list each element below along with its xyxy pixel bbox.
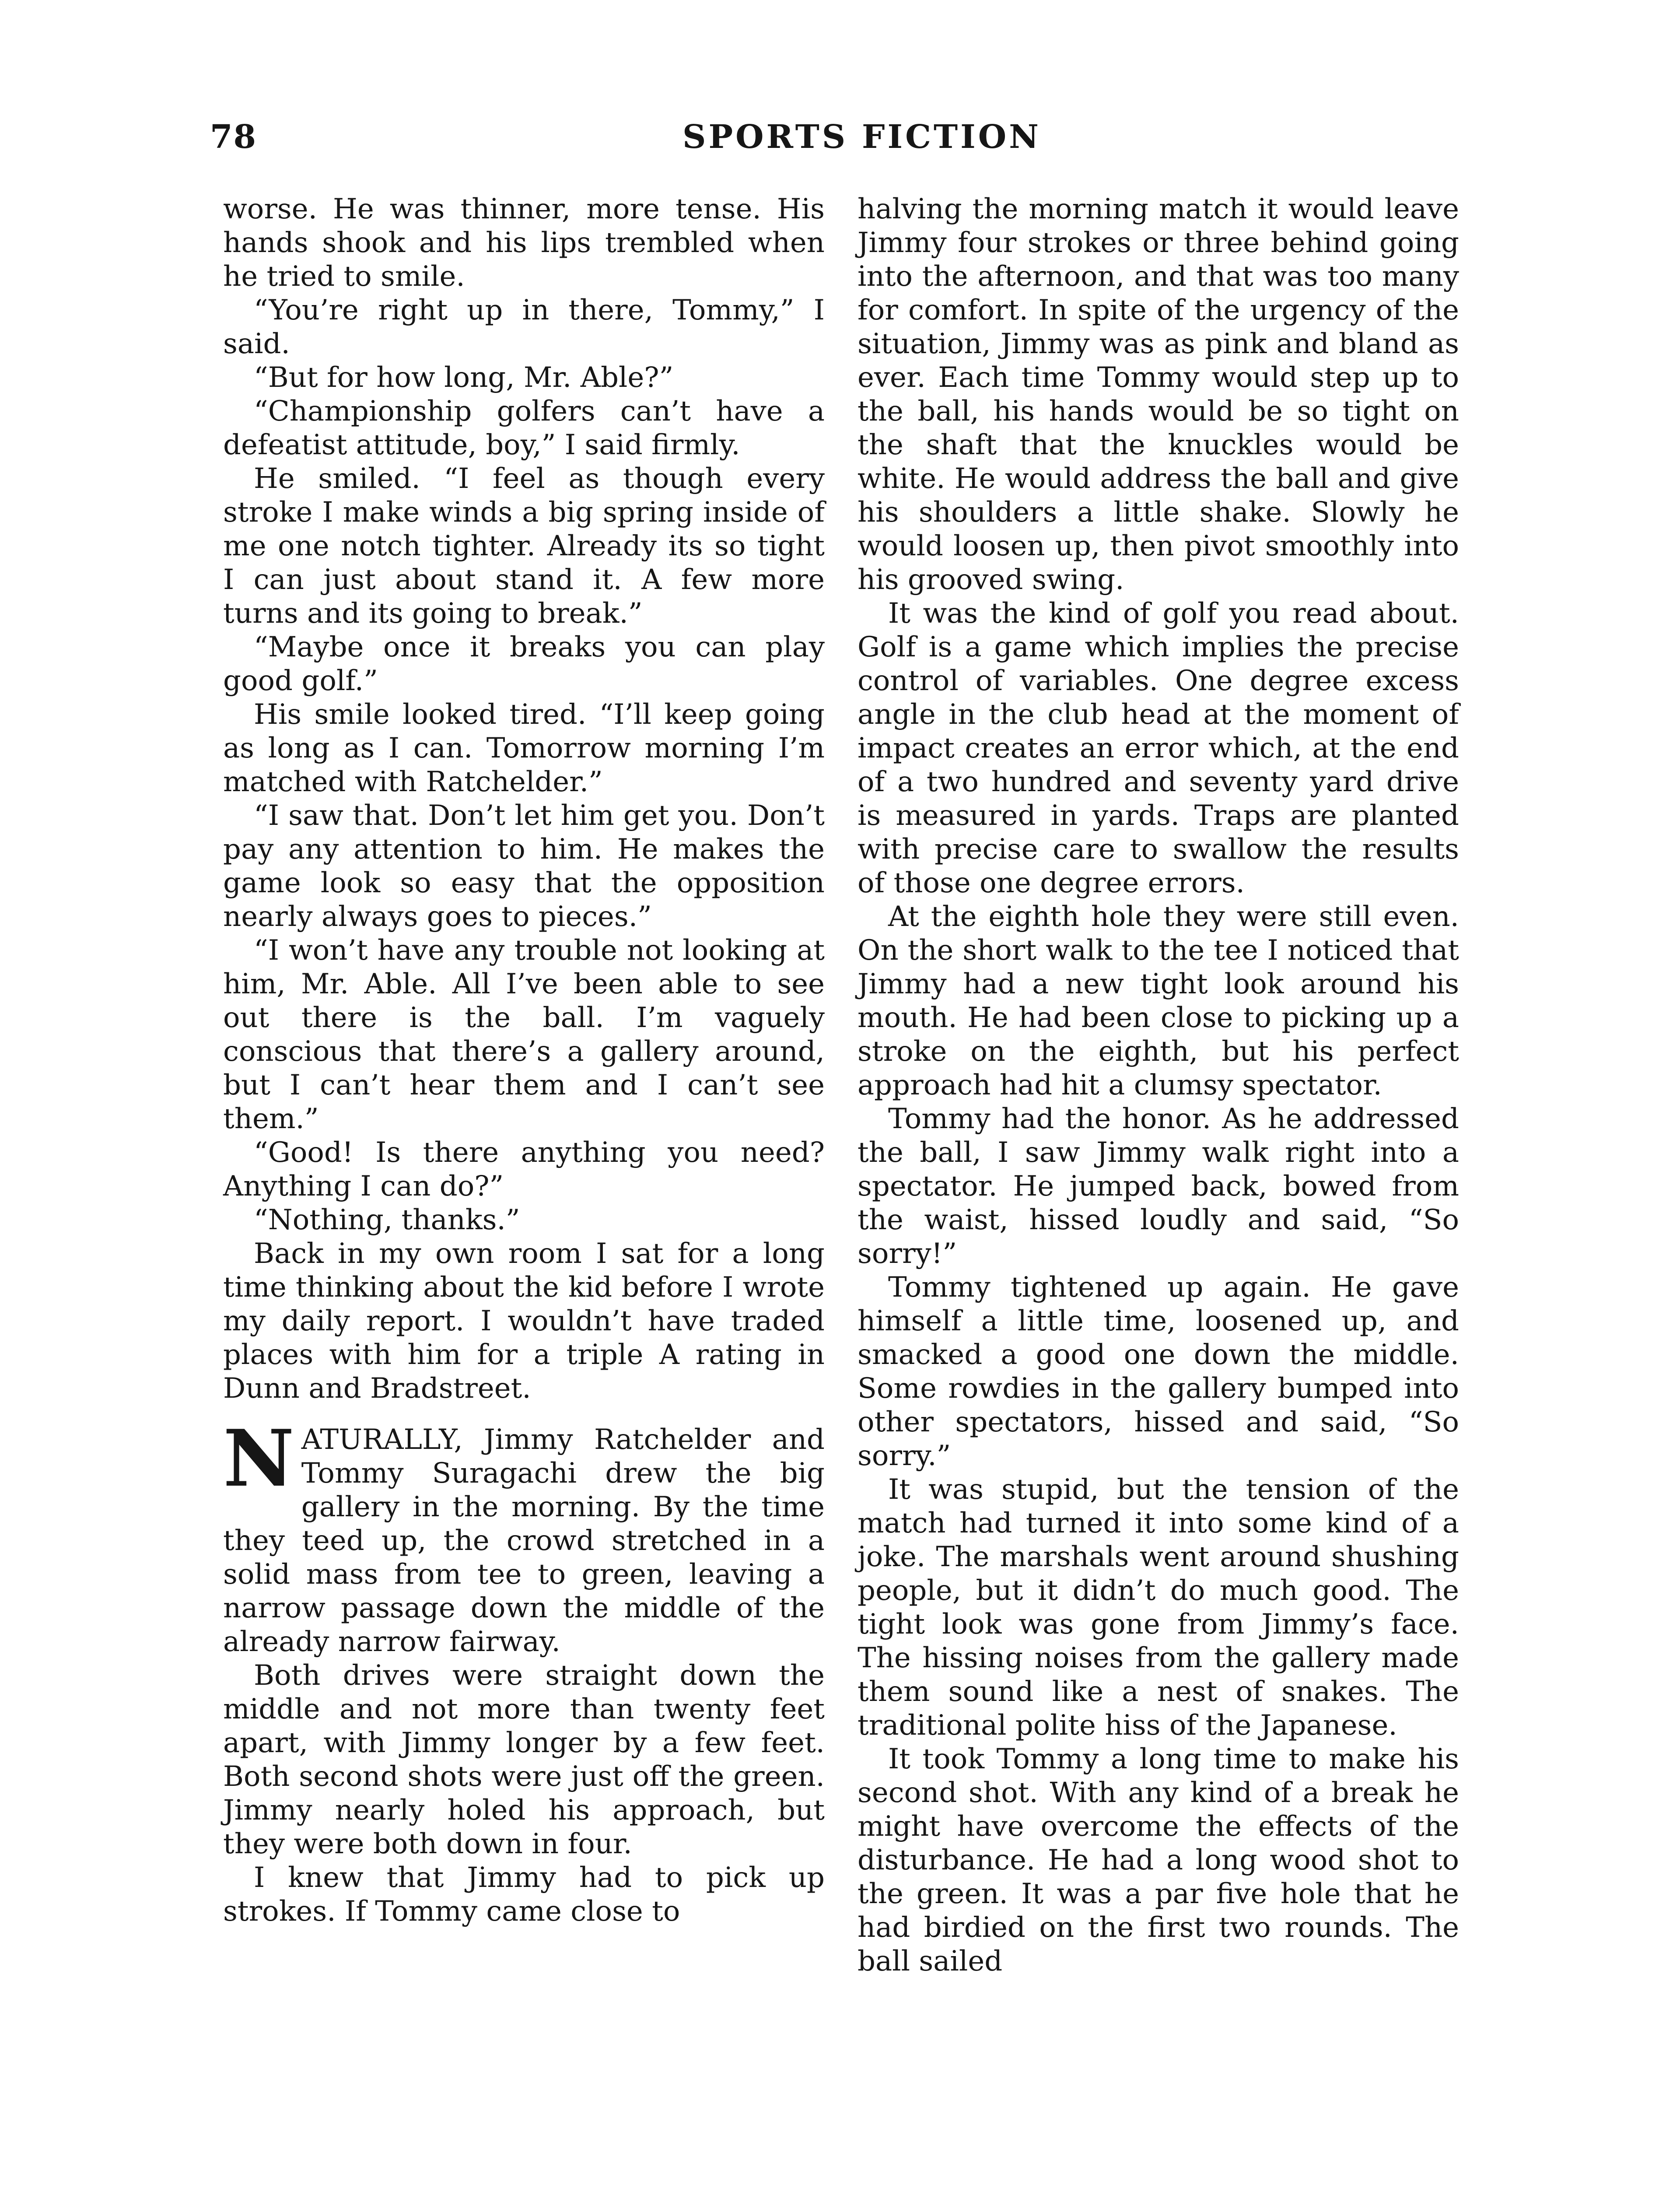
- drop-cap: N: [223, 1413, 294, 1504]
- paragraph: “Nothing, thanks.”: [254, 1204, 520, 1236]
- paragraph: “Good! Is there anything you need? Anything I can do?”: [223, 1136, 825, 1203]
- paragraph: “I won’t have any trouble not looking at him, Mr. Able. All I’ve been able to see out there is the ball. I’m vaguely conscious that there’s a gallery around, but I can’t hear them and I can’t see them.”: [223, 934, 825, 1135]
- right-column: [858, 193, 1459, 1978]
- paragraph: Both drives were straight down the middle and not more than twenty feet apart, with Jimmy longer by a few feet. Both second shots were just off the green. Jimmy nearly holed his approach, but they were both down in four.: [223, 1659, 825, 1860]
- paragraph: Tommy had the honor. As he addressed the ball, I saw Jimmy walk right into a spectator. He jumped back, bowed from the waist, hissed loudly and said, “So sorry!”: [858, 1103, 1459, 1270]
- paragraph: “Championship golfers can’t have a defeatist attitude, boy,” I said firmly.: [223, 395, 825, 461]
- page-number: 78: [210, 118, 257, 156]
- running-title: SPORTS FICTION: [682, 118, 1041, 156]
- paragraph: At the eighth hole they were still even. On the short walk to the tee I noticed that Jimmy had a new tight look around his mouth. He had been close to picking up a stroke on the eighth, but his perfect approach had hit a clumsy spectator.: [858, 901, 1459, 1101]
- paragraph: It was the kind of golf you read about. Golf is a game which implies the precise control of variables. One degree excess angle in the club head at the moment of impact creates an error which, at the end of a two hundred and seventy yard drive is measured in yards. Traps are planted with precise care to swallow the results of those one degree errors.: [858, 597, 1459, 899]
- page-header: [0, 118, 1680, 166]
- paragraph: Tommy tightened up again. He gave himself a little time, loosened up, and smacked a good one down the middle. Some rowdies in the gallery bumped into other spectators, hissed and said, “So sorry.”: [858, 1271, 1459, 1472]
- left-column: [223, 193, 825, 1929]
- paragraph: “I saw that. Don’t let him get you. Don’t pay any attention to him. He makes the game look so easy that the opposition nearly always goes to pieces.”: [223, 799, 825, 933]
- paragraph: It was stupid, but the tension of the match had turned it into some kind of a joke. The marshals went around shushing people, but it didn’t do much good. The tight look was gone from Jimmy’s face. The hissing noises from the gallery made them sound like a nest of snakes. The traditional polite hiss of the Japanese.: [858, 1473, 1459, 1742]
- drop-cap-paragraph: [223, 1413, 825, 1659]
- paragraph: His smile looked tired. “I’ll keep going as long as I can. Tomorrow morning I’m matched with Ratchelder.”: [223, 698, 825, 798]
- paragraph: He smiled. “I feel as though every stroke I make winds a big spring inside of me one notch tighter. Already its so tight I can just about stand it. A few more turns and its going to break.”: [223, 463, 825, 630]
- paragraph: I knew that Jimmy had to pick up strokes. If Tommy came close to: [223, 1862, 825, 1928]
- paragraph: It took Tommy a long time to make his second shot. With any kind of a break he might have overcome the effects of the disturbance. He had a long wood shot to the green. It was a par five hole that he had birdied on the first two rounds. The ball sailed: [858, 1743, 1459, 1978]
- paragraph: Back in my own room I sat for a long time thinking about the kid before I wrote my daily report. I wouldn’t have traded places with him for a triple A rating in Dunn and Bradstreet.: [223, 1238, 825, 1405]
- paragraph: “But for how long, Mr. Able?”: [254, 361, 674, 394]
- paragraph: halving the morning match it would leave Jimmy four strokes or three behind going into the afternoon, and that was too many for comfort. In spite of the urgency of the situation, Jimmy was as pink and bland as ever. Each time Tommy would step up to the ball, his hands would be so tight on the shaft that the knuckles would be white. He would address the ball and give his shoulders a little shake. Slowly he would loosen up, then pivot smoothly into his grooved swing.: [858, 193, 1459, 596]
- paragraph: “You’re right up in there, Tommy,” I said.: [223, 294, 825, 360]
- drop-cap-paragraph-text: ATURALLY, Jimmy Ratchelder and Tommy Suragachi drew the big gallery in the morning. By the time they teed up, the crowd stretched in a solid mass from tee to green, leaving a narrow passage down the middle of the already narrow fairway.: [223, 1424, 825, 1658]
- paragraph: “Maybe once it breaks you can play good golf.”: [223, 631, 825, 697]
- paragraph: worse. He was thinner, more tense. His hands shook and his lips trembled when he tried to smile.: [223, 193, 825, 293]
